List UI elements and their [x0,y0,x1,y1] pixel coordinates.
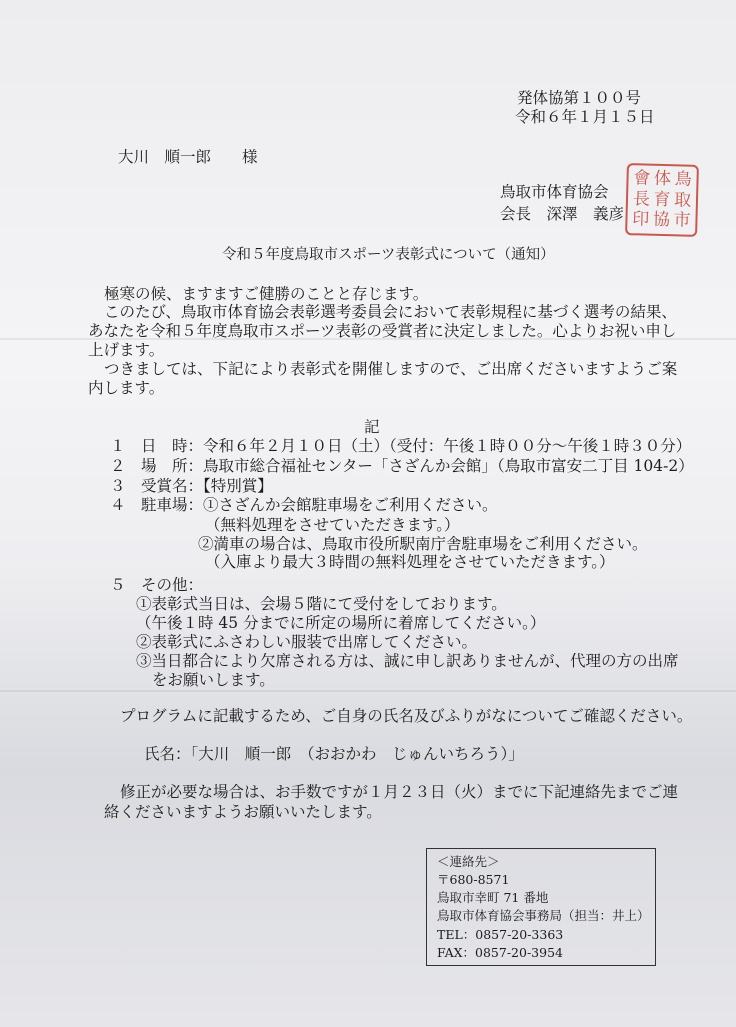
seal-char: 体 [653,168,672,190]
body-line: あなたを令和５年度鳥取市スポーツ表彰の受賞者に決定しました。心よりお祝い申し [88,322,677,340]
document-date: 令和６年１月１５日 [515,108,655,126]
item-other-1: ①表彰式当日は、会場５階にて受付をしております。 [136,595,507,613]
seal-char: 長 [632,188,651,210]
official-seal [625,163,699,237]
item-other: ５ その他： [110,576,204,594]
item-datetime: １ 日 時：令和６年２月１０日（土）（受付：午後１時００分～午後１時３０分） [110,437,692,455]
program-note: プログラムに記載するため、ご自身の氏名及びふりがなについてご確認ください。 [120,707,693,725]
body-line: 上げます。 [88,341,165,359]
ki-heading: 記 [364,418,380,436]
item-other-3: ③当日都合により欠席される方は、誠に申し訳ありませんが、代理の方の出席 [136,652,679,670]
body-line: 極寒の候、ますますご健勝のことと存じます。 [104,285,429,303]
body-line: 内します。 [88,379,165,397]
item-other-1-note: （午後１時 45 分までに所定の場所に着席してください。） [136,614,546,632]
seal-char: 取 [673,189,692,211]
contact-fax: FAX：0857-20-3954 [437,945,563,960]
item-other-2: ②表彰式にふさわしい服装で出席してください。 [136,633,478,651]
body-line: このたび、鳥取市体育協会表彰選考委員会において表彰規程に基づく選考の結果、 [104,303,677,321]
correction-line: 修正が必要な場合は、お手数ですが１月２３日（火）までに下記連絡先までご連 [120,783,679,801]
document-number: 発体協第１００号 [517,89,642,107]
contact-tel: TEL：0857-20-3363 [437,927,564,942]
seal-char: 印 [632,209,650,230]
item-parking-alt: ②満車の場合は、鳥取市役所駅南庁舎駐車場をご利用ください。 [198,535,648,553]
item-parking-note: （無料処理をさせていただきます。） [205,516,460,534]
item-parking: ４ 駐車場：①さざんか会館駐車場をご利用ください。 [110,496,498,514]
contact-address: 鳥取市幸町 71 番地 [437,890,549,905]
contact-office: 鳥取市体育協会事務局（担当：井上） [437,908,650,923]
contact-postal: 〒680-8571 [437,872,510,887]
seal-char: 協 [652,210,671,231]
paper-fold [0,690,736,692]
body-line: つきましては、下記により表彰式を開催しますので、ご出席くださいますようご案 [104,360,678,378]
seal-char: 市 [673,210,691,232]
item-place: ２ 場 所：鳥取市総合福祉センター「さざんか会館」（鳥取市富安二丁目 104-2） [110,457,694,475]
item-award: ３ 受賞名：【特別賞】 [110,477,273,495]
item-other-3-cont: をお願いします。 [152,671,275,689]
correction-line: 絡くださいますようお願いいたします。 [104,803,382,821]
seal-char: 育 [653,189,671,210]
notice-title: 令和５年度鳥取市スポーツ表彰式について（通知） [222,247,555,263]
sender-organization: 鳥取市体育協会 [500,183,609,201]
contact-box [426,848,656,966]
seal-char: 鳥 [674,169,692,190]
seal-char: 會 [633,168,651,189]
recipient-name: 大川 順一郎 様 [118,148,258,166]
name-confirmation: 氏名：「大川 順一郎 （おおかわ じゅんいちろう）」 [144,745,524,763]
sender-name: 会長 深澤 義彦 [500,205,625,223]
contact-heading: ＜連絡先＞ [437,854,500,869]
item-parking-alt-note: （入庫より最大３時間の無料処理をさせていただきます。） [205,553,615,571]
